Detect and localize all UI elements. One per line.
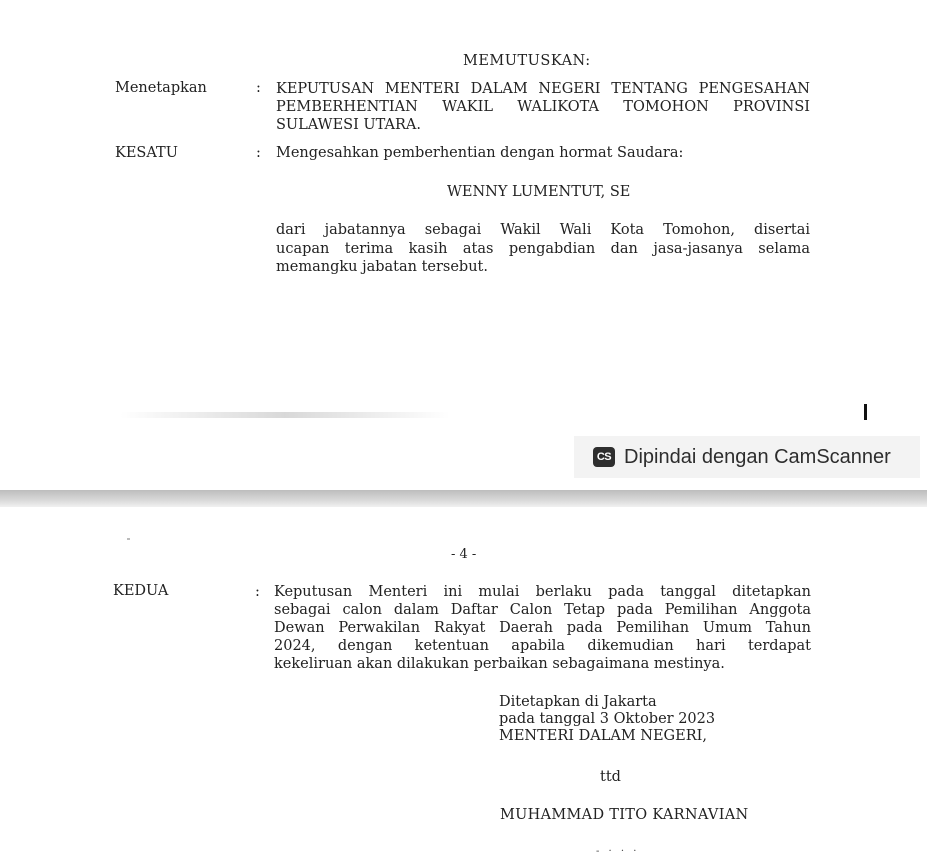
menetapkan-label: Menetapkan <box>115 80 207 96</box>
menetapkan-line-3: SULAWESI UTARA. <box>276 117 421 133</box>
signature-ttd: ttd <box>600 769 621 785</box>
kesatu-intro: Mengesahkan pemberhentian dengan hormat Saudara: <box>276 145 684 161</box>
kesatu-line-1: dari jabatannya sebagai Wakil Wali Kota Tomohon, disertai <box>276 222 810 238</box>
camscanner-watermark <box>574 436 920 478</box>
decision-heading: MEMUTUSKAN: <box>463 53 591 69</box>
kedua-line-4: 2024, dengan ketentuan apabila dikemudian hari terdapat <box>274 638 811 654</box>
kesatu-line-3: memangku jabatan tersebut. <box>276 259 488 275</box>
scan-speck <box>127 538 130 540</box>
signatory-title: MENTERI DALAM NEGERI, <box>499 728 707 744</box>
page-separator <box>0 490 927 507</box>
signature-date: pada tanggal 3 Oktober 2023 <box>499 711 716 727</box>
menetapkan-line-1: KEPUTUSAN MENTERI DALAM NEGERI TENTANG PENGESAHAN <box>276 81 810 97</box>
page-number: - 4 - <box>451 547 477 562</box>
kesatu-colon: : <box>256 145 261 161</box>
kesatu-line-2: ucapan terima kasih atas pengabdian dan jasa-jasanya selama <box>276 241 810 257</box>
cutoff-text-fragment: - · · · <box>596 846 640 857</box>
kedua-line-3: Dewan Perwakilan Rakyat Daerah pada Pemilihan Umum Tahun <box>274 620 811 636</box>
text-cursor-icon <box>864 404 867 420</box>
camscanner-text: Dipindai dengan CamScanner <box>624 445 891 468</box>
kesatu-label: KESATU <box>115 145 178 161</box>
signature-place: Ditetapkan di Jakarta <box>499 694 657 710</box>
menetapkan-line-2: PEMBERHENTIAN WAKIL WALIKOTA TOMOHON PROVINSI <box>276 99 810 115</box>
camscanner-logo-icon: CS <box>593 447 615 467</box>
appointee-name: WENNY LUMENTUT, SE <box>447 184 631 200</box>
kedua-colon: : <box>255 584 260 600</box>
kedua-label: KEDUA <box>113 583 169 599</box>
scan-fold-shadow <box>120 412 450 418</box>
menetapkan-colon: : <box>256 80 261 96</box>
kedua-line-2: sebagai calon dalam Daftar Calon Tetap pada Pemilihan Anggota <box>274 602 811 618</box>
kedua-line-5: kekeliruan akan dilakukan perbaikan sebagaimana mestinya. <box>274 656 725 672</box>
kedua-line-1: Keputusan Menteri ini mulai berlaku pada tanggal ditetapkan <box>274 584 811 600</box>
signatory-name: MUHAMMAD TITO KARNAVIAN <box>500 807 749 823</box>
